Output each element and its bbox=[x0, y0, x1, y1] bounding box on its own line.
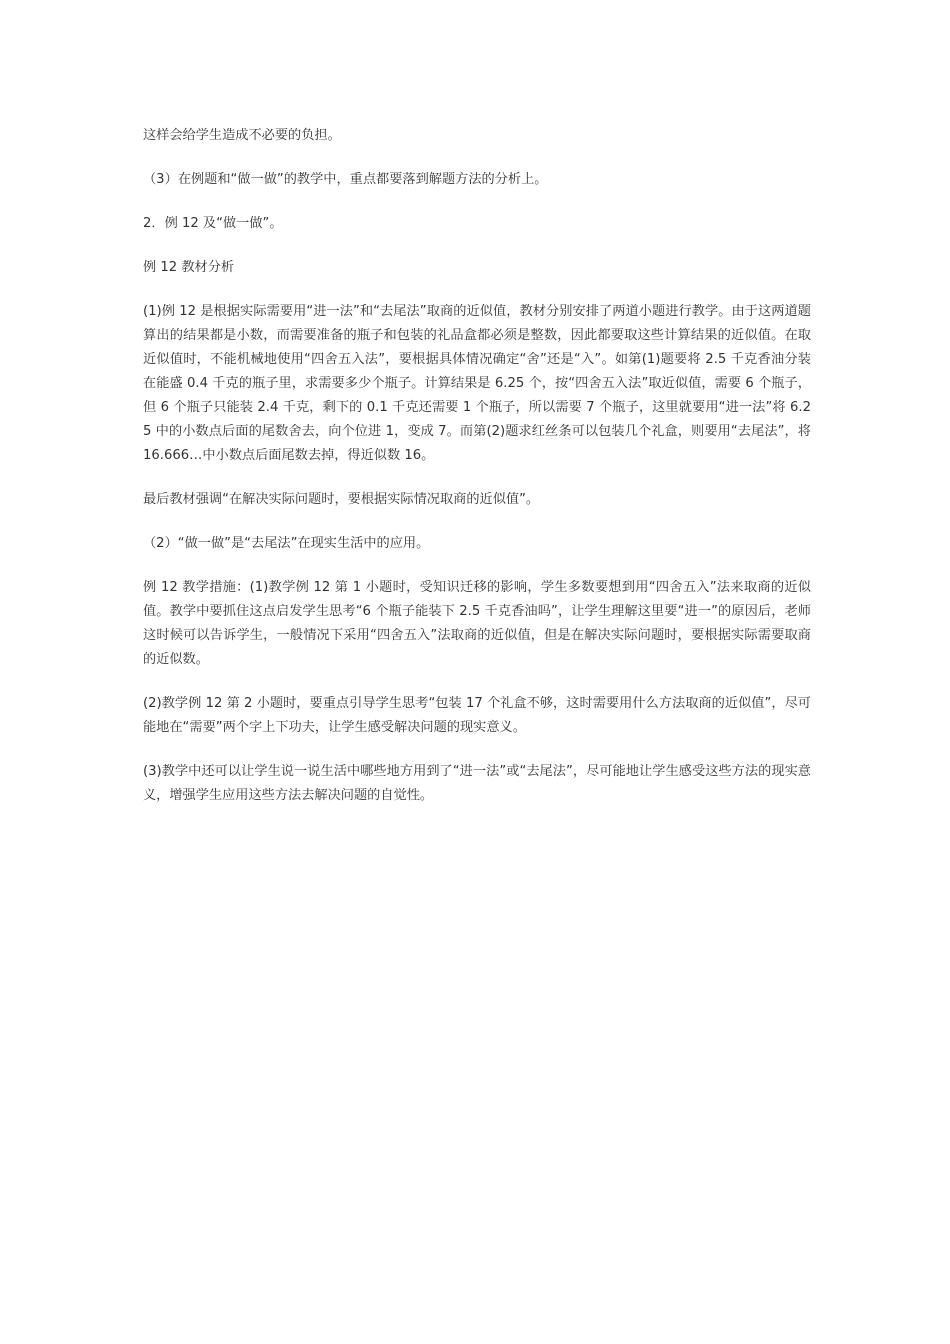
paragraph-teaching-measures: 例 12 教学措施：(1)教学例 12 第 1 小题时，受知识迁移的影响，学生多数要想到用“四舍五入”法来取商的近似值。教学中要抓住这点启发学生思考“6 个瓶子能装下 2.5 千克香油吗”，让学生理解这里要“进一”的原因后，老师这时候可以告诉学生，一般情况下采用“四舍五入”法取商的近似值，但是在解决实际问题时，要根据实际需要取商的近似数。 bbox=[143, 580, 811, 667]
paragraph-measure-2: (2)教学例 12 第 2 小题时，要重点引导学生思考“包装 17 个礼盒不够，这时需要用什么方法取商的近似值”，尽可能地在“需要”两个字上下功夫，让学生感受解决问题的现实意义。 bbox=[143, 696, 811, 735]
paragraph-analysis-2: （2）“做一做”是“去尾法”在现实生活中的应用。 bbox=[143, 536, 430, 551]
paragraph-point-3: （3）在例题和“做一做”的教学中，重点都要落到解题方法的分析上。 bbox=[143, 172, 548, 187]
paragraph-material-emphasis: 最后教材强调“在解决实际问题时，要根据实际情况取商的近似值”。 bbox=[143, 492, 540, 507]
paragraph-analysis-1: (1)例 12 是根据实际需要用“进一法”和“去尾法”取商的近似值，教材分别安排了两道小题进行教学。由于这两道题算出的结果都是小数，而需要准备的瓶子和包装的礼品盒都必须是整数，因此都要取这些计算结果的近似值。在取近似值时，不能机械地使用“四舍五入法”，要根据具体情况确定“舍”还是“入”。如第(1)题要将 2.5 千克香油分装在能盛 0.4 千克的瓶子里，求需要多少个瓶子。计算结果是 6.25 个，按“四舍五入法”取近似值，需要 6 个瓶子，但 6 个瓶子只能装 2.4 千克，剩下的 0.1 千克还需要 1 个瓶子，所以需要 7 个瓶子，这里就要用“进一法”将 6.25 中的小数点后面的尾数舍去，向个位进 1，变成 7。而第(2)题求红丝条可以包装几个礼盒，则要用“去尾法”，将 16.666…中小数点后面尾数去掉，得近似数 16。 bbox=[143, 304, 811, 463]
document-page bbox=[143, 124, 811, 827]
paragraph-burden-note: 这样会给学生造成不必要的负担。 bbox=[143, 128, 341, 143]
subheading-material-analysis: 例 12 教材分析 bbox=[143, 260, 235, 275]
paragraph-measure-3: (3)教学中还可以让学生说一说生活中哪些地方用到了“进一法”或“去尾法”，尽可能地让学生感受这些方法的现实意义，增强学生应用这些方法去解决问题的自觉性。 bbox=[143, 764, 811, 803]
section-heading-example-12: 2．例 12 及“做一做”。 bbox=[143, 216, 283, 231]
